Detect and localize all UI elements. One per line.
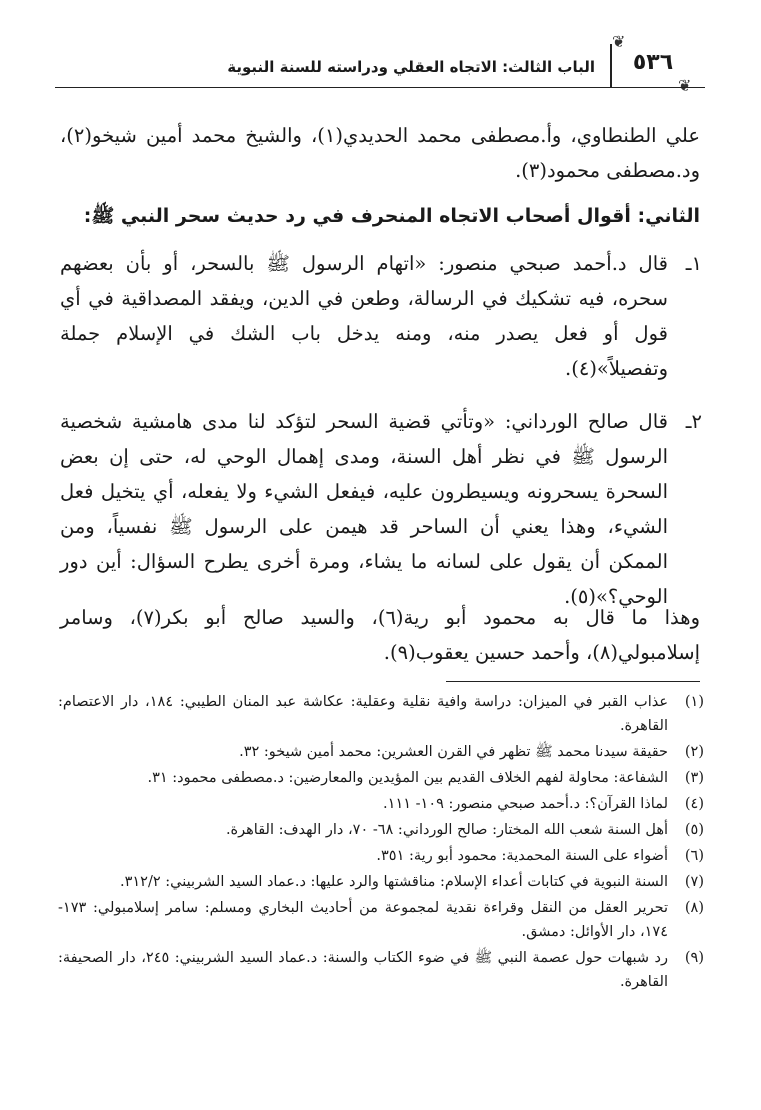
intro-paragraph: علي الطنطاوي، وأ.مصطفى محمد الحديدي(١)، والشيخ محمد أمين شيخو(٢)، ود.مصطفى محمود(٣). (60, 124, 700, 182)
item-number: ١ـ (685, 252, 702, 275)
footnote-divider (446, 681, 700, 682)
closing-paragraph: وهذا ما قال به محمود أبو رية(٦)، والسيد صالح أبو بكر(٧)، وسامر إسلامبولي(٨)، وأحمد حسين يعقوب(٩). (60, 606, 700, 664)
footnote (58, 870, 704, 894)
page-number: ٥٣٦ (632, 50, 674, 75)
footnote-text: السنة النبوية في كتابات أعداء الإسلام: مناقشتها والرد عليها: د.عماد السيد الشربيني: ٣١٢/٢. (119, 874, 668, 890)
header-divider (55, 87, 705, 88)
footnote-text: لماذا القرآن؟: د.أحمد صبحي منصور: ١٠٩- ١١١. (383, 796, 668, 812)
footnote-text: تحرير العقل من النقل وقراءة نقدية لمجموعة من أحاديث البخاري ومسلم: سامر إسلامبولي: ١٧٣- ١٧٤، دار الأوائل: دمشق. (58, 900, 668, 940)
footnote-number: (٤) (684, 796, 704, 812)
footnote-number: (٧) (684, 874, 704, 890)
footnote-number: (٢) (684, 744, 704, 760)
footnote (58, 690, 704, 738)
item-text: قال د.أحمد صبحي منصور: «اتهام الرسول ﷺ بالسحر، أو بأن بعضهم سحره، فيه تشكيك في الرسالة، وطعن في الدين، ويفقد المصداقية في أي قول أو فعل يصدر منه، ومنه يدخل باب الشك في الإسلام جملة وتفصيلاً»(٤). (60, 252, 668, 380)
footnote-text: أهل السنة شعب الله المختار: صالح الورداني: ٦٨- ٧٠، دار الهدف: القاهرة. (225, 822, 668, 838)
footnote-text: أضواء على السنة المحمدية: محمود أبو رية: ٣٥١. (376, 848, 668, 864)
footnote-text: رد شبهات حول عصمة النبي ﷺ في ضوء الكتاب والسنة: د.عماد السيد الشربيني: ٢٤٥، دار الصحيفة: القاهرة. (58, 950, 669, 990)
footnote (58, 792, 704, 816)
footnote (58, 740, 704, 764)
footnote (58, 946, 704, 994)
footnotes (58, 690, 704, 996)
footnote-number: (٥) (684, 822, 704, 838)
section-heading: الثاني: أقوال أصحاب الاتجاه المنحرف في رد حديث سحر النبي ﷺ: (83, 205, 700, 227)
footnote-text: حقيقة سيدنا محمد ﷺ تظهر في القرن العشرين: محمد أمين شيخو: ٣٢. (239, 744, 668, 760)
quote-item (60, 246, 702, 386)
ornament-icon: ❦ (612, 32, 626, 51)
footnote-text: عذاب القبر في الميزان: دراسة وافية نقلية وعقلية: عكاشة عبد المنان الطيبي: ١٨٤، دار الاعتصام: القاهرة. (58, 694, 668, 734)
running-header-title: الباب الثالث: الاتجاه العقلي ودراسته للسنة النبوية (227, 58, 595, 76)
footnote-text: الشفاعة: محاولة لفهم الخلاف القديم بين المؤيدين والمعارضين: د.مصطفى محمود: ٣١. (147, 770, 668, 786)
footnote-number: (١) (684, 694, 704, 710)
item-text: قال صالح الورداني: «وتأتي قضية السحر لتؤكد لنا مدى هامشية شخصية الرسول ﷺ في نظر أهل السنة، ومدى إهمال الوحي له، حتى إن بعض السحرة يسحرونه ويسيطرون عليه، فيفعل الشيء ولا يفعله، أي يتخيل فعل الشيء، وهذا يعني أن الساحر قد هيمن على الرسول ﷺ نفسياً، ومن الممكن أن يقول على لسانه ما يشاء، ومرة أخرى يطرح السؤال: أين دور الوحي؟»(٥). (60, 410, 668, 608)
footnote (58, 766, 704, 790)
footnote-number: (٩) (684, 950, 704, 966)
ornament-icon: ❦ (678, 76, 692, 95)
footnote (58, 818, 704, 842)
footnote (58, 844, 704, 868)
footnote-number: (٦) (684, 848, 704, 864)
footnote-number: (٨) (684, 900, 704, 916)
item-number: ٢ـ (685, 410, 702, 433)
quote-item (60, 404, 702, 614)
footnote-number: (٣) (684, 770, 704, 786)
footnote (58, 896, 704, 944)
